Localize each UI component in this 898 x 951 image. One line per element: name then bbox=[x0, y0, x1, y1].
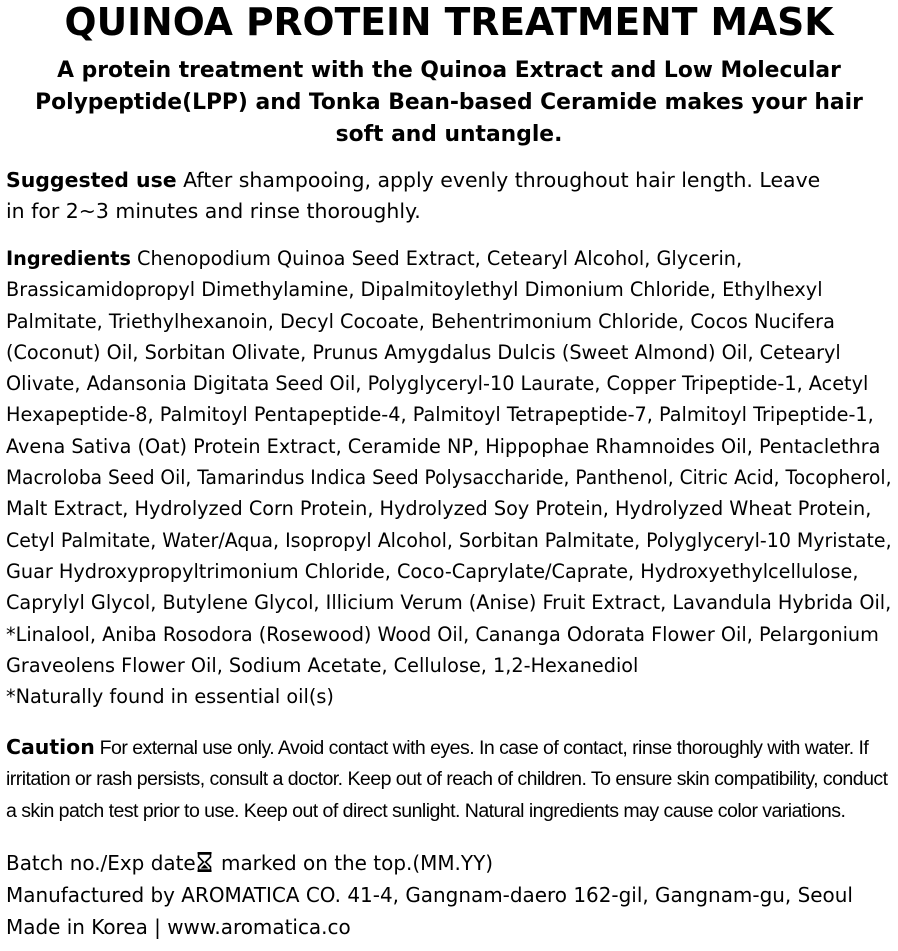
batch-prefix: Batch no./Exp date bbox=[6, 851, 196, 875]
usage-text: After shampooing, apply evenly throughout hair length. Leave bbox=[176, 168, 821, 192]
ingredients-footnote: *Naturally found in essential oil(s) bbox=[6, 685, 334, 709]
ingredients-line: Avena Sativa (Oat) Protein Extract, Ceramide NP, Hippophae Rhamnoides Oil, Pentaclethra bbox=[6, 434, 881, 458]
hourglass-icon bbox=[197, 852, 213, 872]
product-title: QUINOA PROTEIN TREATMENT MASK bbox=[64, 0, 834, 44]
caution-section bbox=[6, 732, 894, 827]
caution-line: irritation or rash persists, consult a doctor. Keep out of reach of children. To ensure skin compatibility, conduct bbox=[6, 768, 888, 791]
manufacturer-line: Manufactured by AROMATICA CO. 41-4, Gangnam-daero 162-gil, Gangnam-gu, Seoul bbox=[6, 883, 853, 907]
caution-line bbox=[6, 732, 892, 764]
ingredients-line: Hexapeptide-8, Palmitoyl Pentapeptide-4, Palmitoyl Tetrapeptide-7, Palmitoyl Tripeptide-1, bbox=[6, 403, 874, 427]
caution-label: Caution bbox=[6, 735, 95, 759]
caution-line: a skin patch test prior to use. Keep out of direct sunlight. Natural ingredients may cause color variations. bbox=[6, 799, 846, 822]
ingredients-line: Caprylyl Glycol, Butylene Glycol, Illicium Verum (Anise) Fruit Extract, Lavandula Hybrida Oil, bbox=[6, 591, 892, 615]
batch-suffix: marked on the top.(MM.YY) bbox=[214, 851, 494, 875]
usage-label: Suggested use bbox=[6, 168, 177, 192]
usage-line bbox=[6, 165, 892, 196]
ingredients-line: Graveolens Flower Oil, Sodium Acetate, Cellulose, 1,2-Hexanediol bbox=[6, 653, 639, 677]
ingredients-line: Macroloba Seed Oil, Tamarindus Indica Seed Polysaccharide, Panthenol, Citric Acid, Tocopherol, bbox=[6, 466, 892, 490]
ingredients-line: Cetyl Palmitate, Water/Aqua, Isopropyl Alcohol, Sorbitan Palmitate, Polyglyceryl-10 Myristate, bbox=[6, 528, 892, 552]
ingredients-line: (Coconut) Oil, Sorbitan Olivate, Prunus Amygdalus Dulcis (Sweet Almond) Oil, Cetearyl bbox=[6, 340, 841, 364]
usage-line: in for 2~3 minutes and rinse thoroughly. bbox=[6, 199, 421, 224]
ingredients-line bbox=[6, 243, 892, 274]
description-line: A protein treatment with the Quinoa Extract and Low Molecular bbox=[57, 58, 841, 83]
ingredients-line: *Linalool, Aniba Rosodora (Rosewood) Wood Oil, Cananga Odorata Flower Oil, Pelargonium bbox=[6, 622, 879, 646]
ingredients-line: Olivate, Adansonia Digitata Seed Oil, Polyglyceryl-10 Laurate, Copper Tripeptide-1, Acetyl bbox=[6, 372, 869, 396]
ingredients-line: Guar Hydroxypropyltrimonium Chloride, Coco-Caprylate/Caprate, Hydroxyethylcellulose, bbox=[6, 559, 859, 583]
ingredients-label: Ingredients bbox=[6, 247, 131, 270]
ingredients-text: Chenopodium Quinoa Seed Extract, Cetearyl Alcohol, Glycerin, bbox=[130, 247, 743, 270]
caution-text: For external use only. Avoid contact with eyes. In case of contact, rinse thoroughly with water. If bbox=[94, 737, 869, 759]
batch-line bbox=[6, 847, 892, 879]
footer-section bbox=[6, 847, 894, 943]
ingredients-line: Palmitate, Triethylhexanoin, Decyl Cocoate, Behentrimonium Chloride, Cocos Nucifera bbox=[6, 309, 835, 333]
origin-line: Made in Korea | www.aromatica.co bbox=[6, 915, 351, 939]
description-line: Polypeptide(LPP) and Tonka Bean-based Ceramide makes your hair bbox=[35, 90, 863, 115]
suggested-use-section bbox=[6, 165, 894, 228]
ingredients-line: Malt Extract, Hydrolyzed Corn Protein, Hydrolyzed Soy Protein, Hydrolyzed Wheat Protein, bbox=[6, 497, 872, 521]
ingredients-section bbox=[6, 243, 894, 712]
product-description bbox=[0, 55, 898, 151]
ingredients-line: Brassicamidopropyl Dimethylamine, Dipalmitoylethyl Dimonium Chloride, Ethylhexyl bbox=[6, 278, 823, 302]
description-line: soft and untangle. bbox=[335, 122, 563, 147]
